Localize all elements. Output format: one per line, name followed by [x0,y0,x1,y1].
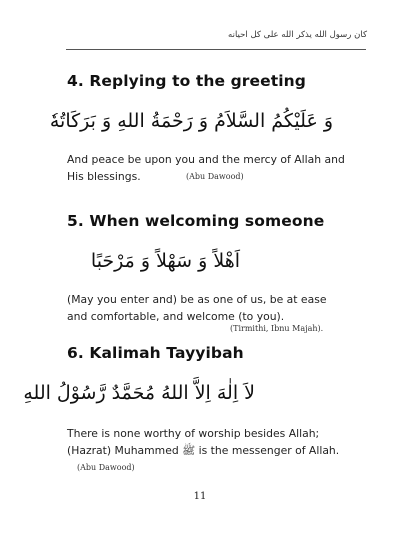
reference-abu-dawood: (Abu Dawood) [186,172,244,181]
section-heading-replying-greeting: 4. Replying to the greeting [67,72,306,90]
arabic-dua-replying-greeting: وَ عَلَيْكُمُ السَّلاَمُ وَ رَحْمَةُ اللهِ وَ بَرَكَاتُهٗ [49,110,333,132]
running-header-arabic: كان رسول الله يذكر الله على كل احيانه [228,30,367,40]
header-divider [66,49,366,50]
translation-line-1: (May you enter and) be as one of us, be at ease [67,293,327,306]
arabic-dua-welcoming: اَهْلاً وَ سَهْلاً وَ مَرْحَبًا [90,250,240,272]
page-number: 11 [193,491,207,502]
translation-line-1: And peace be upon you and the mercy of Allah and [67,153,345,166]
translation-line-2: and comfortable, and welcome (to you). [67,310,285,323]
reference-tirmithi-ibnu-majah: (Tirmithi, Ibnu Majah). [230,324,324,333]
translation-line-2: (Hazrat) Muhammed ﷺ is the messenger of Allah. [67,444,340,457]
section-heading-welcoming: 5. When welcoming someone [67,212,325,230]
arabic-kalimah-tayyibah: لاَ اِلٰهَ اِلاَّ اللهُ مُحَمَّدٌ رَّسُوْلُ اللهِ [23,382,255,404]
reference-abu-dawood: (Abu Dawood) [77,463,135,472]
translation-line-1: There is none worthy of worship besides Allah; [67,427,320,440]
section-heading-kalimah: 6. Kalimah Tayyibah [67,344,244,362]
translation-line-2: His blessings. [67,170,141,183]
